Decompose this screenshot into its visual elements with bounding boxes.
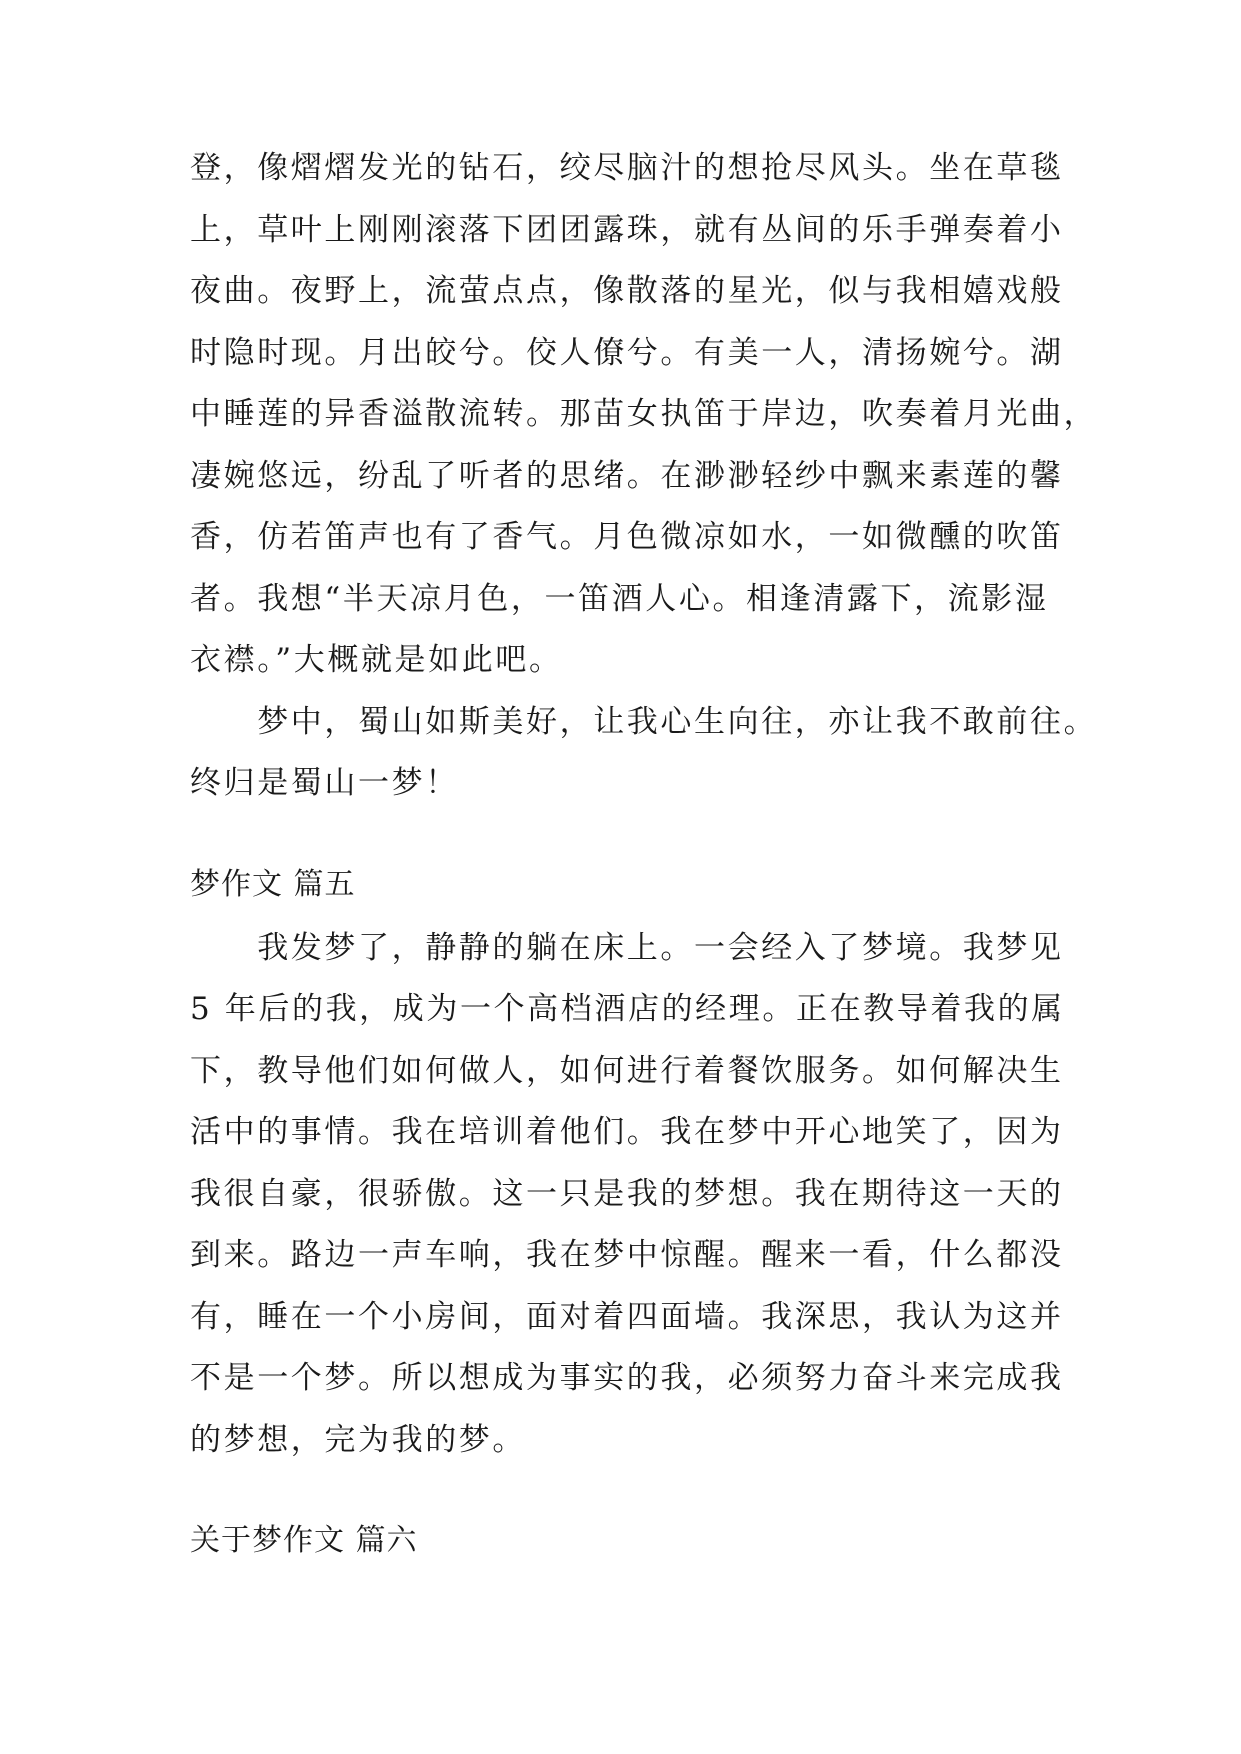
paragraph-line: 我很自豪，很骄傲。这一只是我的梦想。我在期待这一天的 <box>190 1176 1064 1212</box>
paragraph-line: 有，睡在一个小房间，面对着四面墙。我深思，我认为这并 <box>190 1299 1064 1335</box>
section-heading: 关于梦作文 篇六 <box>190 1523 418 1558</box>
paragraph-line: 活中的事情。我在培训着他们。我在梦中开心地笑了，因为 <box>190 1114 1064 1150</box>
paragraph-line: 我发梦了，静静的躺在床上。一会经入了梦境。我梦见 <box>190 930 1064 966</box>
section-heading: 梦作文 篇五 <box>190 867 356 902</box>
paragraph-line: 香，仿若笛声也有了香气。月色微凉如水，一如微醺的吹笛 <box>190 519 1064 555</box>
paragraph-line: 者。我想“半天凉月色，一笛酒人心。相逢清露下，流影湿 <box>190 581 1049 617</box>
paragraph-line: 中睡莲的异香溢散流转。那苗女执笛于岸边，吹奏着月光曲， <box>190 396 1098 432</box>
paragraph-line: 凄婉悠远，纷乱了听者的思绪。在渺渺轻纱中飘来素莲的馨 <box>190 458 1064 494</box>
paragraph-line: 夜曲。夜野上，流萤点点，像散落的星光，似与我相嬉戏般 <box>190 273 1064 309</box>
paragraph-line: 5 年后的我，成为一个高档酒店的经理。正在教导着我的属 <box>190 991 1065 1027</box>
paragraph-line: 时隐时现。月出皎兮。佼人僚兮。有美一人，清扬婉兮。湖 <box>190 335 1064 371</box>
paragraph-line: 到来。路边一声车响，我在梦中惊醒。醒来一看，什么都没 <box>190 1237 1064 1273</box>
paragraph-line: 上，草叶上刚刚滚落下团团露珠，就有丛间的乐手弹奏着小 <box>190 212 1064 248</box>
paragraph-line: 登，像熠熠发光的钻石，绞尽脑汁的想抢尽风头。坐在草毯 <box>190 150 1064 186</box>
paragraph-line: 下，教导他们如何做人，如何进行着餐饮服务。如何解决生 <box>190 1053 1064 1089</box>
paragraph-line: 衣襟。”大概就是如此吧。 <box>190 642 563 678</box>
paragraph-line: 梦中，蜀山如斯美好，让我心生向往，亦让我不敢前往。 <box>190 704 1098 740</box>
paragraph-line: 的梦想，完为我的梦。 <box>190 1422 526 1458</box>
paragraph-line: 终归是蜀山一梦！ <box>190 765 459 801</box>
paragraph-line: 不是一个梦。所以想成为事实的我，必须努力奋斗来完成我 <box>190 1360 1064 1396</box>
